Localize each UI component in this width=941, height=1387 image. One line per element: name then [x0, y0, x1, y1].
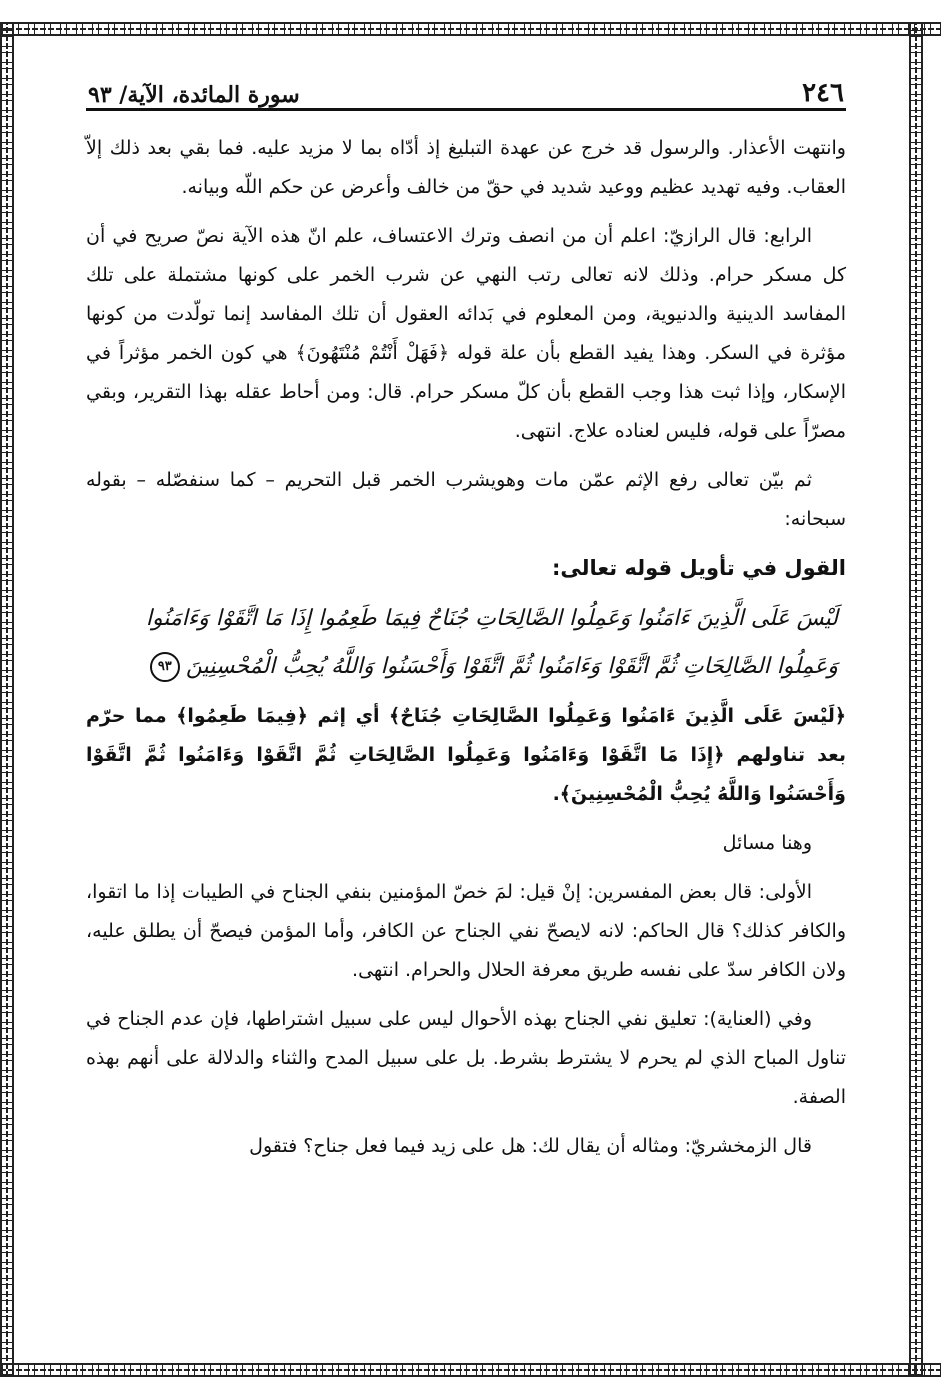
ayah-number-marker: ٩٣ [150, 652, 180, 682]
paragraph-first-issue: الأولى: قال بعض المفسرين: إنْ قيل: لمَ خصّ المؤمنين بنفي الجناح في الطيبات إذا ما اتقوا، والكافر كذلك؟ قال الحاكم: لانه لايصحّ نفي الجناح عن الكافر، وأما المؤمن فيصحّ أن يطلق عليه، ولان الكافر سدّ على نفسه طريق معرفة الحلال والحرام. انتهى. [86, 881, 846, 981]
quran-verse [86, 593, 846, 691]
ornamental-border-bottom [0, 1363, 941, 1377]
paragraph-zamakhshari: قال الزمخشريّ: ومثاله أن يقال لك: هل على زيد فيما فعل جناح؟ فتقول [249, 1135, 812, 1157]
paragraph-conclusion: وانتهت الأعذار. والرسول قد خرج عن عهدة التبليغ إذ أدّاه بما لا مزيد عليه. فما بقي بعد ذلك إلاّ العقاب. وفيه تهديد عظيم ووعيد شديد في حقّ من خالف وأعرض عن حكم اللّه وبيانه. [86, 137, 846, 198]
verse-line-2-text: وَعَمِلُوا الصَّالِحَاتِ ثُمَّ اتَّقَوْا وَءَامَنُوا ثُمَّ اتَّقَوْا وَأَحْسَنُوا وَاللَّهُ يُحِبُّ الْمُحْسِنِينَ [185, 654, 838, 679]
book-page [86, 72, 846, 1176]
paragraph-issues-intro: وهنا مسائل [722, 832, 812, 854]
ornamental-border-left [0, 22, 14, 1377]
verse-line-2 [146, 643, 838, 691]
paragraph-transition: ثم بيّن تعالى رفع الإثم عمّن مات وهويشرب الخمر قبل التحريم – كما سنفصّله – بقوله سبحانه: [86, 469, 846, 530]
paragraph-razi: الرابع: قال الرازيّ: اعلم أن من انصف وترك الاعتساف، علم انّ هذه الآية نصّ صريح في أن كل مسكر حرام. وذلك لانه تعالى رتب النهي عن شرب الخمر على كونها مشتملة على تلك المفاسد الدينية والدنيوية، ومن المعلوم في بَدائه العقول أن تلك المفاسد إنما تولّدت من كونها مؤثرة في السكر. وهذا يفيد القطع بأن علة قوله ﴿فَهَلْ أَنْتُمْ مُنْتَهُونَ﴾ هي كون الخمر مؤثراً في الإسكار، وإذا ثبت هذا وجب القطع بأن كلّ مسكر حرام. قال: ومن أحاط عقله بهذا التقرير، وبقي مصرّاً على قوله، فليس لعناده علاج. انتهى. [86, 225, 846, 442]
paragraph-verse-commentary: ﴿لَيْسَ عَلَى الَّذِينَ ءَامَنُوا وَعَمِلُوا الصَّالِحَاتِ جُنَاحٌ﴾ أي إثم ﴿فِيمَا طَعِمُوا﴾ مما حرّم بعد تناولهم ﴿إِذَا مَا اتَّقَوْا وَءَامَنُوا وَعَمِلُوا الصَّالِحَاتِ ثُمَّ اتَّقَوْا وَءَامَنُوا ثُمَّ اتَّقَوْا وَأَحْسَنُوا وَاللَّهُ يُحِبُّ الْمُحْسِنِينَ﴾. [86, 705, 846, 805]
page-header [86, 72, 846, 111]
verse-line-1: لَيْسَ عَلَى الَّذِينَ ءَامَنُوا وَعَمِلُوا الصَّالِحَاتِ جُنَاحٌ فِيمَا طَعِمُوا إِذَا مَا اتَّقَوْا وَءَامَنُوا [145, 606, 838, 631]
section-heading: القول في تأويل قوله تعالى: [552, 556, 846, 580]
page-body [86, 129, 846, 1166]
page-number: ٢٤٦ [802, 78, 844, 108]
paragraph-inaya: وفي (العناية): تعليق نفي الجناح بهذه الأحوال ليس على سبيل اشتراطها، فإن عدم الجناح في تناول المباح الذي لم يحرم لا يشترط بشرط. بل على سبيل المدح والثناء والدلالة على أنهم بهذه الصفة. [86, 1008, 846, 1108]
running-title: سورة المائدة، الآية/ ٩٣ [88, 82, 300, 108]
ornamental-border-top [0, 22, 941, 36]
ornamental-border-right [909, 22, 923, 1377]
